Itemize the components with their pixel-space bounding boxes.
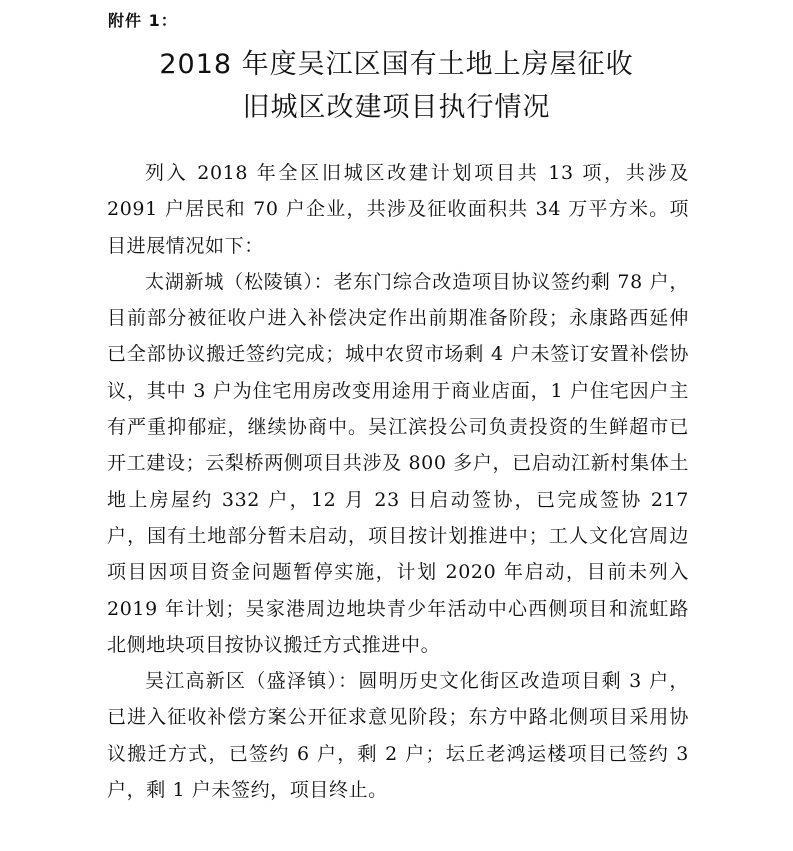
document-body [107, 155, 689, 808]
paragraph-taihu-new-city: 太湖新城（松陵镇）：老东门综合改造项目协议签约剩 78 户，目前部分被征收户进入补偿决定作出前期准备阶段；永康路西延伸已全部协议搬迁签约完成；城中农贸市场剩 4 户未签订安置补偿协议，其中 3 户为住宅用房改变用途用于商业店面，1 户住宅因户主有严重抑郁症，继续协商中。吴江滨投公司负责投资的生鲜超市已开工建设；云梨桥两侧项目共涉及 800 多户，已启动江新村集体土地上房屋约 332 户，12 月 23 日启动签协，已完成签协 217 户，国有土地部分暂未启动，项目按计划推进中；工人文化宫周边项目因项目资金问题暂停实施，计划 2020 年启动，目前未列入 2019 年计划；吴家港周边地块青少年活动中心西侧项目和流虹路北侧地块项目按协议搬迁方式推进中。 [107, 270, 689, 656]
document-title-line-2: 旧城区改建项目执行情况 [242, 92, 551, 123]
document-title-line-1: 2018 年度吴江区国有土地上房屋征收 [159, 49, 634, 80]
attachment-label: 附件 1： [108, 11, 178, 30]
paragraph-wujiang-high-tech-zone: 吴江高新区（盛泽镇）：圆明历史文化街区改造项目剩 3 户，已进入征收补偿方案公开征求意见阶段；东方中路北侧项目采用协议搬迁方式，已签约 6 户，剩 2 户；坛丘老鸿运楼项目已签约 3 户，剩 1 户未签约，项目终止。 [107, 670, 689, 802]
paragraph-summary: 列入 2018 年全区旧城区改建计划项目共 13 项，共涉及 2091 户居民和 70 户企业，共涉及征收面积共 34 万平方米。项目进展情况如下： [107, 162, 689, 257]
